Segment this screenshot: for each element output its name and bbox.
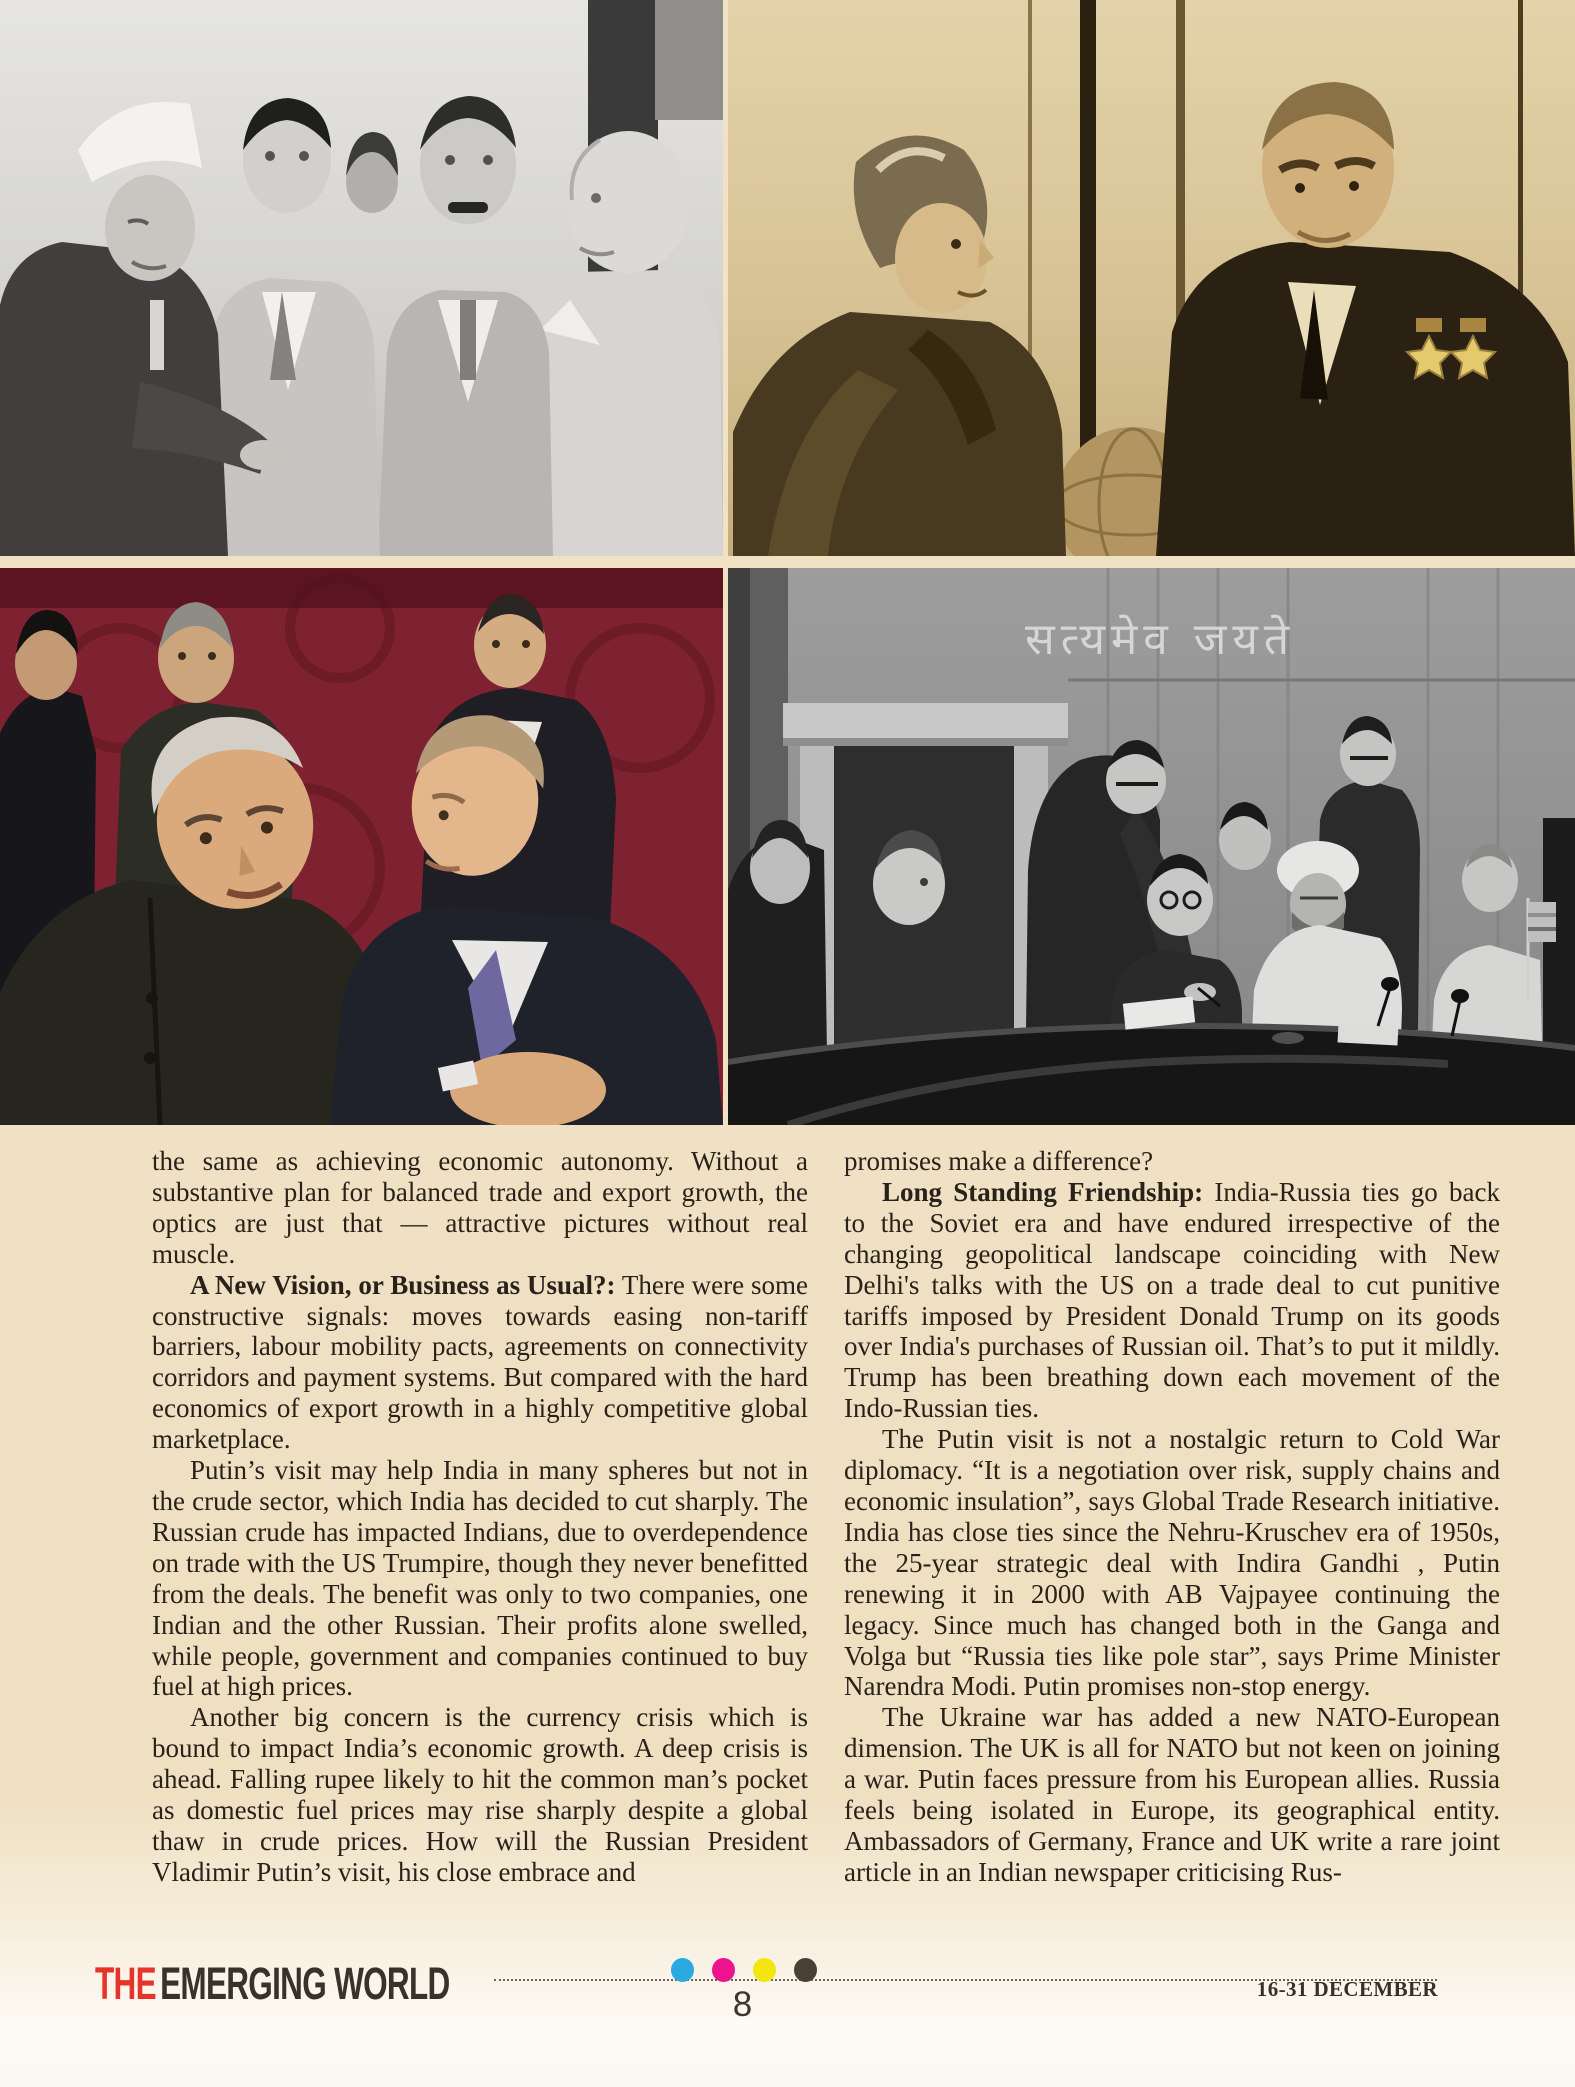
magenta-registration-dot <box>712 1958 735 1982</box>
issue-date: 16-31 DECEMBER <box>1256 1977 1438 2001</box>
photo-nehru-khrushchev <box>0 0 723 556</box>
paragraph-text: the same as achieving economic autonomy. Without a substantive plan for balanced trade and export growth, the optics are just that — attractive pictures without real muscle. <box>152 1146 808 1269</box>
paragraph-text: Putin’s visit may help India in many spheres but not in the crude sector, which India has decided to cut sharply. The Russian crude has impacted Indians, due to overdependence on trade with the US Trumpire, though they never benefitted from the deals. The benefit was only to two companies, one Indian and the other Russian. Their profits alone swelled, while people, government and companies continued to buy fuel at high prices. <box>152 1455 808 1702</box>
paragraph <box>152 1270 808 1455</box>
paragraph <box>152 1455 808 1702</box>
paragraph-text: India-Russia ties go back to the Soviet era and have endured irrespective of the changing geopolitical landscape coinciding with New Delhi's talks with the US on a trade deal to cut punitive tariffs imposed by President Donald Trump on its goods over India's purchases of Russian oil. That’s to put it mildly. Trump has been breathing down each movement of the Indo-Russian ties. <box>844 1176 1500 1424</box>
paragraph <box>152 1702 808 1887</box>
masthead-the: THE <box>95 1958 156 2009</box>
article-body <box>152 1146 1500 1888</box>
paragraph <box>844 1177 1500 1424</box>
treaty-signing-illustration <box>728 568 1575 1125</box>
indira-brezhnev-illustration <box>728 0 1575 556</box>
paragraph-text: The Ukraine war has added a new NATO-European dimension. The UK is all for NATO but not keen on joining a war. Putin faces pressure from his European allies. Russia feels being isolated in Europe, its geographical entity. Ambassadors of Germany, France and UK write a rare joint article in an Indian newspaper criticising Rus- <box>844 1702 1500 1887</box>
photo-vajpayee-putin <box>0 568 723 1125</box>
article-column-left <box>152 1146 808 1888</box>
paragraph <box>844 1702 1500 1887</box>
photo-treaty-signing <box>728 568 1575 1125</box>
paragraph-text: promises make a difference? <box>844 1146 1154 1176</box>
run-in-heading: Long Standing Friendship: <box>882 1176 1204 1207</box>
article-column-right <box>844 1146 1500 1888</box>
vajpayee-putin-illustration <box>0 568 723 1125</box>
paragraph <box>844 1146 1500 1177</box>
run-in-heading: A New Vision, or Business as Usual?: <box>190 1269 616 1300</box>
masthead-title: EMERGING WORLD <box>160 1958 450 2009</box>
paragraph-text: Another big concern is the currency crisis which is bound to impact India’s economic growth. A deep crisis is ahead. Falling rupee likely to hit the common man’s pocket as domestic fuel prices may rise sharply despite a global thaw in crude prices. How will the Russian President Vladimir Putin’s visit, his close embrace and <box>152 1702 808 1887</box>
nehru-khrushchev-illustration <box>0 0 723 556</box>
paragraph-text: The Putin visit is not a nostalgic return to Cold War diplomacy. “It is a negotiation over risk, supply chains and economic insulation”, says Global Trade Research initiative. India has close ties since the Nehru-Kruschev era of 1950s, the 25-year strategic deal with Indira Gandhi , Putin renewing it in 2000 with AB Vajpayee continuing the legacy. Since much has changed both in the Ganga and Volga but “Russia ties like pole star”, says Prime Minister Narendra Modi. Putin promises non-stop energy. <box>844 1424 1500 1702</box>
paragraph-text: There were some constructive signals: moves towards easing non-tariff barriers, labour mobility pacts, agreements on connectivity corridors and payment systems. But compared with the hard economics of export growth in a highly competitive global marketplace. <box>152 1269 808 1455</box>
cyan-registration-dot <box>671 1958 694 1982</box>
paragraph <box>152 1146 808 1270</box>
paragraph <box>844 1424 1500 1702</box>
photo-indira-brezhnev <box>728 0 1575 556</box>
masthead-logo <box>95 1958 450 2009</box>
satyameva-jayate-inscription: सत्यमेव जयते <box>1024 614 1296 665</box>
page-number: 8 <box>732 1985 753 2024</box>
black-registration-dot <box>794 1958 817 1982</box>
yellow-registration-dot <box>753 1958 776 1982</box>
